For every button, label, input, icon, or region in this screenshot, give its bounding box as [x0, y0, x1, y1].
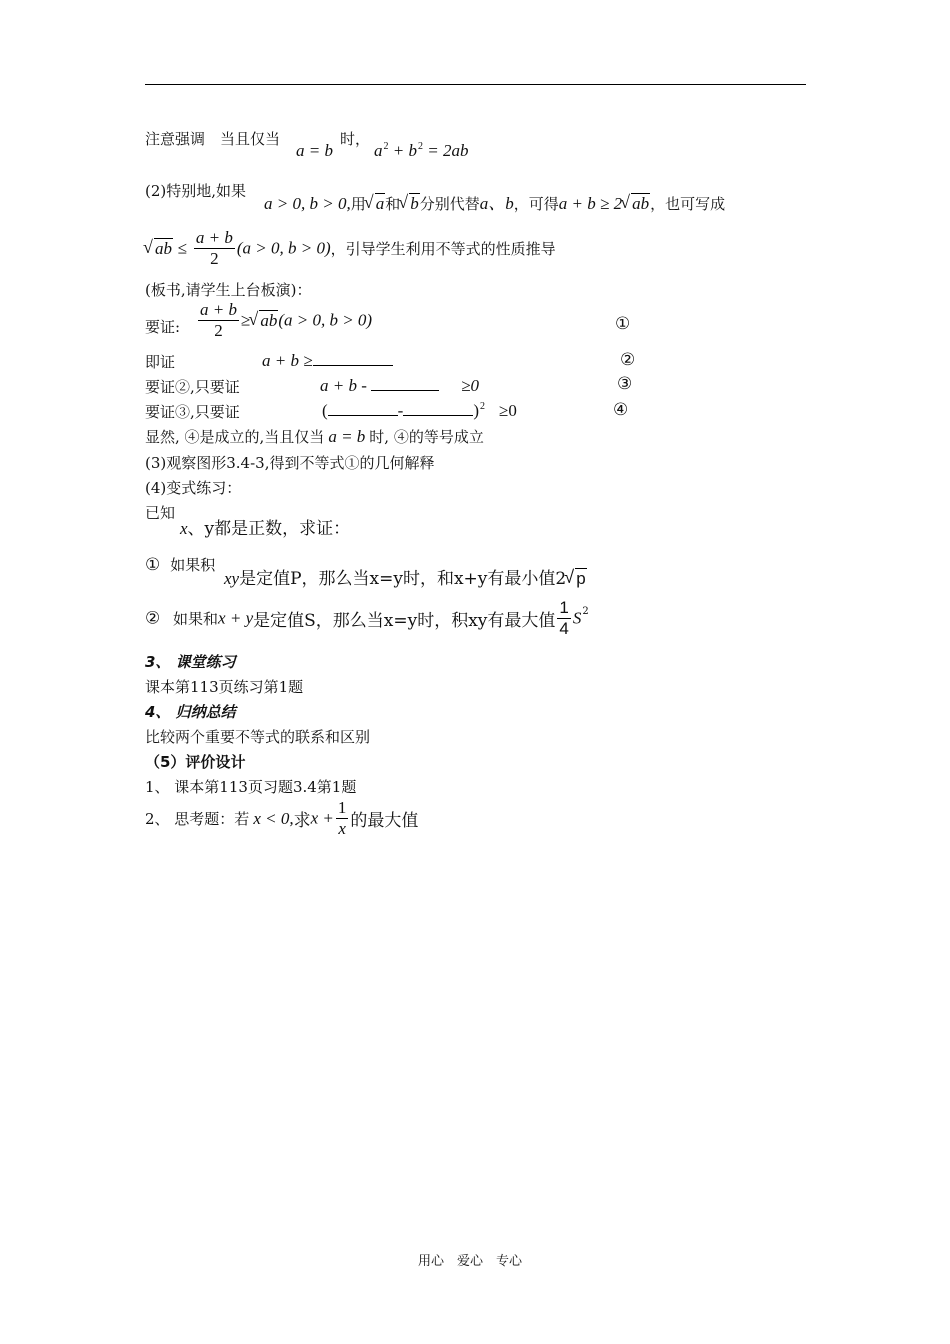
numerator: 1 — [559, 598, 569, 617]
sqrt-ab — [622, 194, 650, 214]
text-given: 已知 — [145, 504, 176, 522]
radicand: a — [375, 194, 385, 213]
text-guide: ，引导学生利用不等式的性质推导 — [330, 240, 556, 258]
text: 2、 思考题：若 — [145, 810, 250, 828]
label-namely: 即证 — [145, 353, 176, 371]
text-get: ，可得 — [513, 195, 559, 213]
expr: a + b ≥ — [262, 351, 313, 370]
math-lhs: a + b ≥ 2 — [558, 194, 623, 213]
heading-summary: 4、 归纳总结 — [145, 703, 236, 721]
text: 时, ④的等号成立 — [369, 428, 484, 446]
text: 的最大值 — [350, 811, 419, 831]
line-product-math — [224, 564, 587, 589]
ge-sign: ≥ — [240, 310, 251, 330]
text: 是定值S，那么当x=y时，积xy有最大值 — [253, 611, 556, 631]
text-use: 用 — [350, 195, 366, 213]
math-line8 — [322, 401, 517, 421]
math-ab: a、b — [479, 194, 514, 213]
math-cond: a > 0, b > 0, — [264, 194, 351, 213]
math-line6 — [262, 351, 393, 371]
fraction-quarter — [557, 598, 570, 639]
text-observe: (3)观察图形3.4-3,得到不等式①的几何解释 — [145, 454, 435, 472]
exp: 2 — [480, 401, 486, 412]
numerator: a + b — [195, 228, 233, 247]
numerator: a + b — [200, 300, 237, 319]
expr: a + b - — [320, 376, 367, 395]
text-also: ，也可写成 — [650, 195, 726, 213]
var-a: a — [374, 141, 383, 160]
mark-1: ① — [145, 555, 161, 574]
blank — [313, 364, 393, 366]
blank — [371, 389, 439, 391]
text-special: (2)特别地,如果 — [145, 182, 247, 200]
text: 注意强调 当且仅当 — [145, 130, 281, 148]
denominator: x — [338, 819, 346, 838]
plus-b: + b — [392, 141, 417, 160]
line-product — [145, 554, 215, 575]
mark-2: ② — [620, 350, 636, 369]
radicand: b — [410, 194, 419, 213]
denominator: 2 — [214, 321, 223, 340]
math-x-plus: x + — [310, 808, 334, 828]
mark-3: ③ — [617, 374, 633, 393]
math-a-eq-b: a = b — [328, 427, 366, 446]
radicand: ab — [155, 238, 172, 258]
line-given — [180, 514, 350, 539]
text-replace: 分别代替 — [419, 195, 480, 213]
text-blackboard: (板书,请学生上台板演)： — [145, 281, 312, 299]
var-s: S — [572, 608, 582, 628]
math-line7 — [320, 376, 479, 396]
line-obvious — [145, 426, 484, 447]
ge-zero: ≥0 — [461, 376, 479, 395]
blank — [328, 414, 398, 416]
sqrt-ab — [145, 239, 173, 259]
radicand: ab — [260, 310, 278, 330]
line-emphasis — [145, 128, 280, 149]
denominator: 4 — [559, 619, 569, 638]
text-practice: 课本第113页练习第1题 — [145, 678, 304, 696]
ge-zero: ≥0 — [499, 401, 517, 420]
header-rule — [145, 84, 806, 85]
paren-close: ) — [473, 401, 480, 420]
rhs: = 2ab — [427, 141, 469, 160]
le-sign: ≤ — [177, 238, 188, 258]
blank — [403, 414, 473, 416]
line-think — [145, 798, 418, 839]
radicand: ab — [632, 194, 650, 213]
radicand: p — [576, 569, 586, 588]
text-homework: 1、 课本第113页习题3.4第1题 — [145, 778, 357, 796]
math-cond: x < 0, — [253, 808, 294, 828]
math-cond: (a > 0, b > 0) — [236, 238, 331, 258]
math-cond: (a > 0, b > 0) — [278, 310, 373, 330]
heading-evaluation: （5）评价设计 — [145, 753, 246, 771]
text-variant: (4)变式练习： — [145, 479, 242, 497]
text-summary: 比较两个重要不等式的联系和区别 — [145, 728, 371, 746]
math-a-eq-b: a = b — [296, 141, 333, 160]
text: 如果和 — [173, 610, 219, 628]
sqrt-ab — [250, 311, 278, 331]
label-prove-2: 要证②,只要证 — [145, 378, 240, 396]
sqrt-p — [566, 569, 586, 589]
denominator: 2 — [210, 249, 219, 268]
text: 显然, ④是成立的,当且仅当 — [145, 428, 325, 446]
heading-class-practice: 3、 课堂练习 — [145, 653, 236, 671]
mark-2: ② — [145, 608, 161, 628]
mark-1: ① — [615, 314, 631, 333]
sqrt-b — [400, 194, 420, 214]
math-a2-b2-eq-2ab — [374, 141, 468, 161]
mark-4: ④ — [613, 400, 629, 419]
minus: - — [397, 401, 404, 420]
sqrt-a — [366, 194, 386, 214]
math-line3 — [145, 228, 556, 269]
fraction — [194, 228, 235, 269]
text: 是定值P，那么当x=y时，和x+y有最小值2 — [239, 569, 567, 589]
fraction — [198, 300, 239, 341]
math-xy: xy — [224, 569, 240, 588]
numerator: 1 — [337, 798, 347, 817]
text-ask: 求 — [293, 811, 311, 831]
exp: 2 — [417, 141, 423, 152]
math-line2 — [264, 189, 725, 214]
math-x-plus-y: x + y — [218, 608, 254, 628]
text: 如果积 — [170, 556, 216, 574]
page-footer: 用心 爱心 专心 — [418, 1254, 523, 1269]
line-sum — [145, 598, 589, 639]
var-x: x — [180, 519, 188, 538]
math-line5 — [196, 300, 372, 341]
fraction-1-over-x — [336, 798, 349, 839]
exp: 2 — [383, 141, 389, 152]
paren-open: ( — [322, 401, 328, 420]
label-prove-3: 要证③,只要证 — [145, 403, 240, 421]
text-and: 和 — [385, 195, 401, 213]
text-when: 时， — [340, 130, 371, 148]
label-prove: 要证: — [145, 318, 181, 336]
text: 、y都是正数，求证： — [187, 519, 351, 539]
exp: 2 — [582, 606, 589, 617]
